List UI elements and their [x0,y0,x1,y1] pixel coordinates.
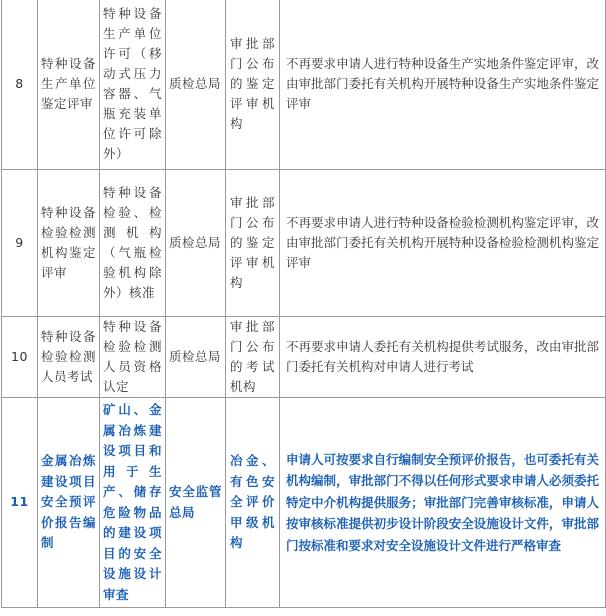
intermediary-service-item: 特种设备检验检测人员考试 [38,317,100,398]
service-agency: 审批部门公布的鉴定评审机构 [226,170,280,317]
row-number: 11 [2,398,38,608]
row-number: 9 [2,170,38,317]
intermediary-services-table [1,0,606,608]
approval-department: 安全监管总局 [166,398,226,608]
handling-measure: 不再要求申请人进行特种设备生产实地条件鉴定评审，改由审批部门委托有关机构开展特种设备生产实地条件鉴定评审 [280,0,606,170]
approval-item: 特种设备检验检测人员资格认定 [100,317,166,398]
service-agency: 审批部门公布的鉴定评审机构 [226,0,280,170]
approval-item: 特种设备检验、检测机构（气瓶检验机构除外）核准 [100,170,166,317]
intermediary-service-item: 特种设备生产单位鉴定评审 [38,0,100,170]
handling-measure: 申请人可按要求自行编制安全预评价报告，也可委托有关机构编制，审批部门不得以任何形式要求申请人必须委托特定中介机构提供服务；审批部门完善审核标准，申请人按审核标准提供初步设计阶段安全设施设计文件，审批部门按标准和要求对安全设施设计文件进行严格审查 [280,398,606,608]
handling-measure: 不再要求申请人委托有关机构提供考试服务，改由审批部门委托有关机构对申请人进行考试 [280,317,606,398]
intermediary-service-item: 特种设备检验检测机构鉴定评审 [38,170,100,317]
approval-department: 质检总局 [166,170,226,317]
table-row [2,317,606,398]
approval-item: 特种设备生产单位许可（移动式压力容器、气瓶充装单位许可除外） [100,0,166,170]
row-number: 10 [2,317,38,398]
intermediary-service-item: 金属冶炼建设项目安全预评价报告编制 [38,398,100,608]
service-agency: 审批部门公布的考试机构 [226,317,280,398]
table-row [2,170,606,317]
handling-measure: 不再要求申请人进行特种设备检验检测机构鉴定评审，改由审批部门委托有关机构开展特种设备检验检测机构鉴定评审 [280,170,606,317]
table-row [2,0,606,170]
service-agency: 冶金、有色安全评价甲级机构 [226,398,280,608]
approval-department: 质检总局 [166,0,226,170]
approval-department: 质检总局 [166,317,226,398]
approval-item: 矿山、金属冶炼建设项目和用于生产、储存危险物品的建设项目的安全设施设计审查 [100,398,166,608]
table-row-highlighted [2,398,606,608]
row-number: 8 [2,0,38,170]
